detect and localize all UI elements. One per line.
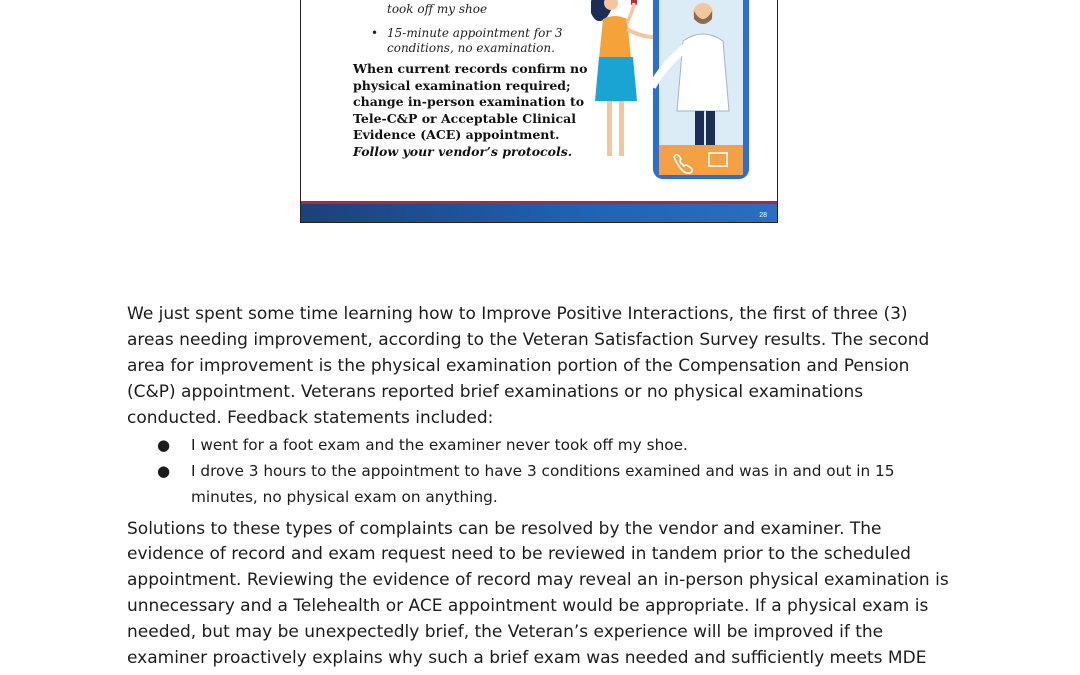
paragraph-intro: We just spent some time learning how to Improve Positive Interactions, the first of three (3) areas needing improvement, according to the Veteran Satisfaction Survey results. The second area for improvement is the physical examination portion of the Compensation and Pension (C&P) appointment. Veterans reported brief examinations or no physical examinations conducted. Feedback statements included:: [127, 304, 930, 428]
slide-note-main: When current records confirm no physical examination required; change in-person examination to Tele-C&P or Acceptable Clinical Evidence (ACE) appointment.: [353, 61, 588, 143]
slide-bullet-list: [353, 2, 593, 56]
feedback-text: I drove 3 hours to the appointment to have 3 conditions examined and was in and out in 15 minutes, no physical exam on anything.: [191, 461, 895, 506]
paragraph-solutions: Solutions to these types of complaints can be resolved by the vendor and examiner. The evidence of record and exam request need to be reviewed in tandem prior to the scheduled appointment. Reviewing the evidence of record may reveal an in-person physical examination is unnecessary and a Telehealth or ACE appointment would be appropriate. If a physical exam is needed, but may be unexpectedly brief, the Veteran’s experience will be improved if the examiner proactively explains why such a brief exam was needed and sufficiently meets MDE: [127, 518, 949, 669]
slide-footer-bar: [301, 201, 777, 222]
slide-bullet-text: took off my shoe: [387, 2, 488, 16]
doctor-coat: [677, 34, 729, 111]
bullet-dot-icon: •: [371, 26, 379, 40]
document-body: [127, 302, 957, 672]
bullet-icon: ●: [157, 435, 171, 454]
woman-leg-left: [607, 101, 612, 156]
woman-arm: [627, 29, 653, 37]
woman-leg-right: [619, 101, 624, 156]
feedback-item: [127, 432, 957, 458]
woman-raised-arm: [627, 3, 634, 23]
telehealth-illustration: [591, 0, 761, 186]
phone-call-bar: [659, 145, 743, 175]
feedback-text: I went for a foot exam and the examiner never took off my shoe.: [191, 435, 688, 454]
slide-bullet-item: [353, 2, 593, 17]
doctor-leg-right: [706, 111, 715, 145]
slide-note-emphasis: Follow your vendor’s protocols.: [353, 143, 573, 159]
slide-bullet-text: 15-minute appointment for 3 conditions, no examination.: [387, 26, 563, 55]
slide-bullet-item: [353, 26, 593, 56]
slide-page-number: 28: [759, 212, 767, 219]
slide-thumbnail: [300, 0, 778, 223]
feedback-list: [127, 432, 957, 510]
slide-text-block: [353, 0, 593, 161]
doctor-leg-left: [695, 111, 704, 145]
woman-skirt: [595, 57, 637, 101]
slide-note: [353, 61, 593, 161]
feedback-item: [127, 458, 957, 510]
bullet-icon: ●: [157, 461, 171, 480]
